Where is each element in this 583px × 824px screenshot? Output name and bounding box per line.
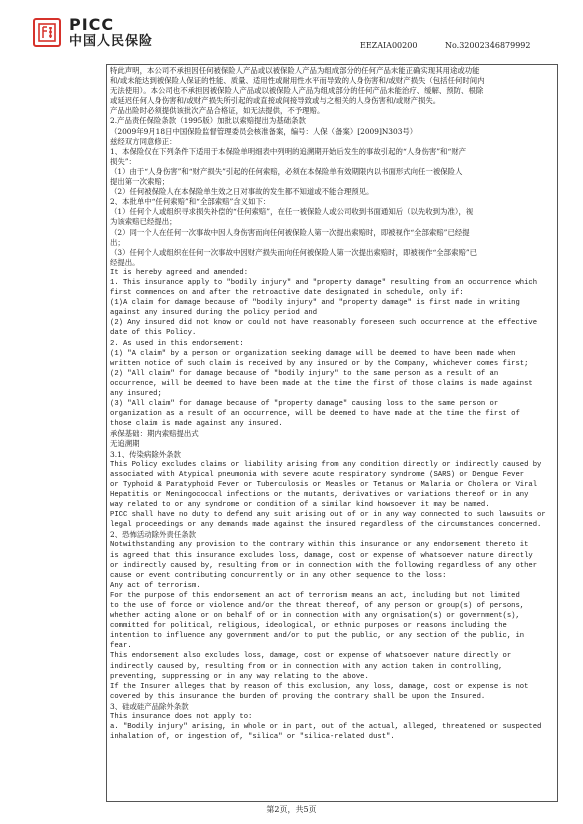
clause-line: 承保基础：期内索赔提出式	[110, 429, 199, 439]
clause-line: PICC shall have no duty to defend any suit arising out of or in any way connected to such lawsuits or	[110, 511, 546, 520]
clause-line: It is hereby agreed and amended:	[110, 268, 249, 277]
clause-line: written notice of such claim is received by any insured or by the Company, whichever comes first;	[110, 359, 529, 368]
picc-logo-icon	[33, 18, 61, 47]
clause-line: 无追溯期	[110, 439, 140, 449]
clause-line: 2.产品责任保险条款（1995版）加批以索赔提出为基础条款	[110, 116, 306, 126]
clause-line: 或延迟任何人身伤害和/或财产损失所引起的或直接或间接导致或与之相关的人身伤害和/或财产损失。	[110, 96, 441, 106]
clause-line: to the use of force or violence and/or the threat thereof, of any person or group(s) of persons,	[110, 601, 525, 610]
clause-line: 2. As used in this endorsement:	[110, 339, 244, 348]
clause-line: 提出第一次索赔；	[110, 177, 170, 187]
document-number: No.32002346879992	[445, 41, 531, 50]
clause-line: (1) "A claim" by a person or organization seeking damage will be deemed to have been made when	[110, 349, 516, 358]
clause-line: (3) "All claim" for damage because of "property damage" causing loss to the same person or	[110, 400, 499, 409]
policy-clauses-body	[110, 66, 556, 742]
clause-line: fear.	[110, 642, 132, 651]
clause-line: indirectly caused by, resulting from or in connection with any action taken in controlling,	[110, 662, 503, 671]
clause-line: a. "Bodily injury" arising, in whole or in part, out of the actual, alleged, threatened or suspected	[110, 723, 542, 732]
clause-line: 1. This insurance apply to "bodily injury" and "property damage" resulting from an occurrence which	[110, 278, 538, 287]
clause-line: whether acting alone or on behalf of or in connection with any orgnisation(s) or government(s),	[110, 612, 520, 621]
clause-line: Any act of terrorism.	[110, 581, 201, 590]
clause-line: first commences on and after the retroactive date designated in schedule, only if:	[110, 289, 464, 298]
clause-line: Notwithstanding any provision to the contrary within this insurance or any endorsement thereto it	[110, 541, 529, 550]
clause-line: 和/或未能达到被保险人保证的性能、质量、适用性或耐用性水平而导致的人身伤害和/或财产损失（包括任何时间内	[110, 76, 485, 86]
clause-line: （1）由于“人身伤害”和“财产损失”引起的任何索赔，必须在本保险单有效期限内以书面形式向任一被保险人	[110, 166, 463, 176]
clause-line: This endorsement also excludes loss, damage, cost or expense of whatsoever nature directly or	[110, 652, 512, 661]
clause-line: 经提出。	[110, 257, 140, 267]
clause-line: those claim is made against any insured.	[110, 420, 283, 429]
clause-line: or indirectly caused by, resulting from or in connection with the following regardless of any other	[110, 561, 538, 570]
clause-line: legal proceedings or any demands made against the insured regardless of the circumstances concerned.	[110, 521, 542, 530]
clause-line: way related to or any syndrome or condition of a similar kind howsoever it may be named.	[110, 501, 490, 510]
clause-line: is agreed that this insurance excludes loss, damage, cost or expense of whatsoever nature directly	[110, 551, 533, 560]
clause-line: or Typhoid & Paratyphoid Fever or Tuberculosis or Measles or Tetanus or Malaria or Cholera or Viral	[110, 480, 538, 489]
clause-line: date of this Policy.	[110, 329, 197, 338]
clause-line: 2、本批单中“任何索赔”和“全部索赔”含义如下：	[110, 197, 271, 207]
clause-line: 无法使用）。本公司也不承担因被保险人产品或以被保险人产品为组成部分的任何产品未能治疗、缓解、预防、根除	[110, 86, 484, 96]
clause-line: （1）任何个人或组织寻求损失补偿的“任何索赔”，在任一被保险人或公司收到书面通知后（以先收到为准），视	[110, 207, 474, 217]
clause-line: Hepatitis or Meningococcal infections or the mutants, derivatives or variations thereof or in any	[110, 490, 529, 499]
brand-name-en: PICC	[69, 15, 115, 34]
document-code: EEZAIA00200	[360, 41, 418, 50]
clause-line: 2、恐怖活动除外责任条款	[110, 530, 197, 540]
clause-line: （2）任何被保险人在本保险单生效之日对事故的发生都不知道或不能合理预见。	[110, 187, 374, 197]
clause-line: （2009年9月18日中国保险监督管理委员会核准备案，编号：人保（备案）[2009]N303号）	[110, 126, 418, 136]
clause-line: This insurance does not apply to:	[110, 713, 253, 721]
clause-line: (2) Any insured did not know or could not have reasonably foreseen such occurrence at the effective	[110, 319, 538, 328]
clause-line: intention to influence any government and/or to put the public, or any section of the public, in	[110, 632, 525, 641]
clause-line: inhalation of, or ingestion of, "silica" or "silica-related dust".	[110, 733, 395, 742]
page-header	[0, 0, 583, 60]
clause-line: any insured;	[110, 390, 162, 398]
clause-line: 3.1、传染病除外条款	[110, 449, 181, 459]
clause-line: 损失”：	[110, 156, 136, 166]
clause-line: 产品出险时必须提供该批次产品合格证，如无法提供，不予理赔。	[110, 106, 325, 116]
clause-line: committed for political, religious, ideological, or ethnic purposes or reasons including the	[110, 622, 507, 631]
clause-line: 1、本保险仅在下列条件下适用于本保险单明细表中列明的追溯期开始后发生的事故引起的“人身伤害”和“财产	[110, 146, 467, 156]
clause-line: 兹经双方同意修正：	[110, 136, 177, 146]
clause-line: （2）同一个人在任何一次事故中因人身伤害而向任何被保险人第一次提出索赔时，即被视作“全部索赔”已经提	[110, 227, 470, 237]
clause-line: 出；	[110, 237, 125, 247]
clause-line: covered by this insurance the burden of proving the contrary shall be upon the Insured.	[110, 692, 486, 701]
clause-line: (1)A claim for damage because of "bodily injury" and "property damage" is first made in writing	[110, 299, 520, 308]
clause-line: associated with Atypical pneumonia with severe acute respiratory syndrome (SARS) or Dengue Fever	[110, 470, 525, 479]
clause-line: preventing, suppressing or in any way relating to the above.	[110, 672, 369, 681]
clause-line: organization as a result of an occurrence, will be deemed to have made at the time the first of	[110, 410, 520, 419]
clause-line: For the purpose of this endorsement an act of terrorism means an act, including but not limited	[110, 591, 520, 600]
clause-line: 特此声明，本公司不承担因任何被保险人产品或以被保险人产品为组成部分的任何产品未能正确实现其用途或功能	[110, 66, 480, 75]
clause-line: cause or event contributing concurrently or in any other sequence to the loss:	[110, 571, 447, 580]
clause-line: 为该索赔已经提出；	[110, 217, 177, 227]
brand-name-cn: 中国人民保险	[69, 34, 154, 49]
clause-line: If the Insurer alleges that by reason of this exclusion, any loss, damage, cost or expense is not	[110, 682, 529, 691]
clause-line: against any insured during the policy period and	[110, 309, 318, 318]
clause-line: 3、硅或硅产品除外条款	[110, 701, 189, 711]
clause-line: (2) "All claim" for damage because of "bodily injury" to the same person as a result of an	[110, 369, 499, 378]
clause-line: （3）任何个人或组织在任何一次事故中因财产损失而向任何被保险人第一次提出索赔时，即被视作“全部索赔”已	[110, 247, 478, 257]
clause-line: occurrence, will be deemed to have been made at the time the first of those claims is made against	[110, 379, 533, 388]
clause-line: This Policy excludes claims or liability arising from any condition directly or indirectly caused by	[110, 460, 542, 469]
page-footer: 第2页，共5页	[266, 805, 317, 814]
